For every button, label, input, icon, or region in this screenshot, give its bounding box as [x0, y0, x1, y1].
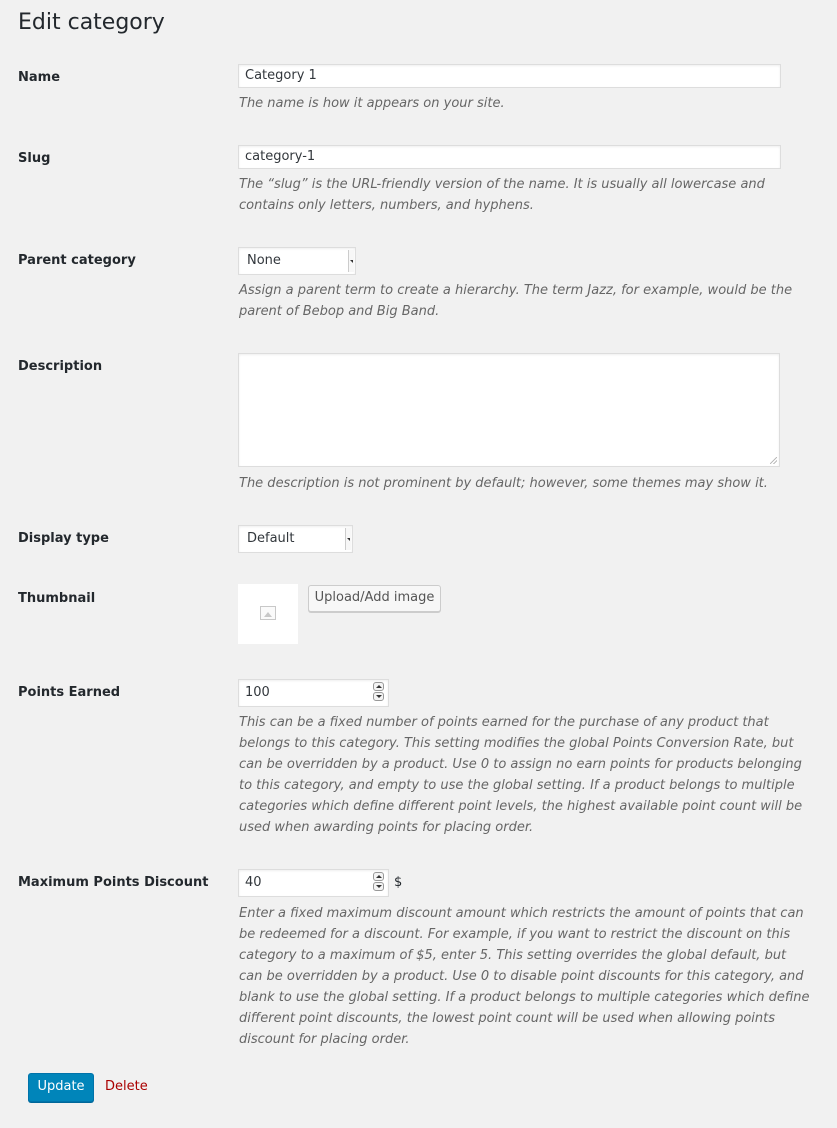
currency-unit: $ — [394, 875, 403, 890]
points-earned-help: This can be a fixed number of points earned for the purchase of any product that belongs to this category. This setting modifies the global Points Conversion Rate, but can be overridden by a product. Use 0 to assign no earn points for products belonging to this category, and empty to use the global setting. If a product belongs to multiple categories which define different point levels, the highest available point count will be used when awarding points for placing order. — [239, 715, 803, 835]
points-earned-input[interactable] — [238, 679, 389, 707]
max-points-discount-input[interactable] — [238, 869, 389, 897]
points-earned-stepper[interactable] — [373, 682, 384, 702]
description-help: The description is not prominent by default; however, some themes may show it. — [239, 476, 768, 491]
stepper-up-icon[interactable] — [373, 872, 384, 881]
display-type-label: Display type — [18, 531, 109, 546]
description-textarea[interactable] — [238, 353, 780, 467]
max-points-discount-value: 40 — [245, 875, 262, 890]
max-points-discount-stepper[interactable] — [373, 872, 384, 892]
display-type-select[interactable] — [238, 525, 353, 553]
stepper-down-icon[interactable] — [373, 882, 384, 891]
parent-category-label: Parent category — [18, 253, 136, 268]
max-points-discount-label: Maximum Points Discount — [18, 875, 209, 890]
points-earned-label: Points Earned — [18, 685, 121, 700]
name-label: Name — [18, 70, 61, 85]
stepper-up-icon[interactable] — [373, 682, 384, 691]
slug-label: Slug — [18, 151, 51, 166]
page-title: Edit category — [18, 10, 165, 35]
slug-input[interactable]: category-1 — [238, 145, 781, 169]
description-label: Description — [18, 359, 103, 374]
parent-category-help: Assign a parent term to create a hierarchy. The term Jazz, for example, would be the parent of Bebop and Big Band. — [239, 283, 793, 319]
thumbnail-label: Thumbnail — [18, 591, 96, 606]
max-points-discount-help: Enter a fixed maximum discount amount which restricts the amount of points that can be redeemed for a discount. For example, if you want to restrict the discount on this category to a maximum of $5, enter 5. This setting overrides the global default, but can be overridden by a product. Use 0 to disable point discounts for this category, and blank to use the global setting. If a product belongs to multiple categories which define different point discounts, the lowest point count will be used when allowing points discount for placing order. — [239, 906, 810, 1047]
resize-handle-icon[interactable] — [770, 457, 777, 464]
points-earned-value: 100 — [245, 685, 270, 700]
thumbnail-preview — [238, 584, 298, 644]
chevron-down-icon — [345, 528, 351, 550]
name-help: The name is how it appears on your site. — [239, 96, 505, 111]
delete-link[interactable]: Delete — [105, 1079, 148, 1094]
chevron-down-icon — [348, 250, 354, 272]
display-type-value: Default — [247, 531, 295, 546]
image-placeholder-icon — [260, 606, 276, 620]
upload-image-button[interactable]: Upload/Add image — [308, 585, 441, 612]
stepper-down-icon[interactable] — [373, 692, 384, 701]
update-button[interactable]: Update — [28, 1073, 94, 1102]
parent-category-value: None — [247, 253, 281, 268]
parent-category-select[interactable] — [238, 247, 356, 275]
slug-help: The “slug” is the URL-friendly version of the name. It is usually all lowercase and contains only letters, numbers, and hyphens. — [239, 177, 765, 213]
name-input[interactable]: Category 1 — [238, 64, 781, 88]
